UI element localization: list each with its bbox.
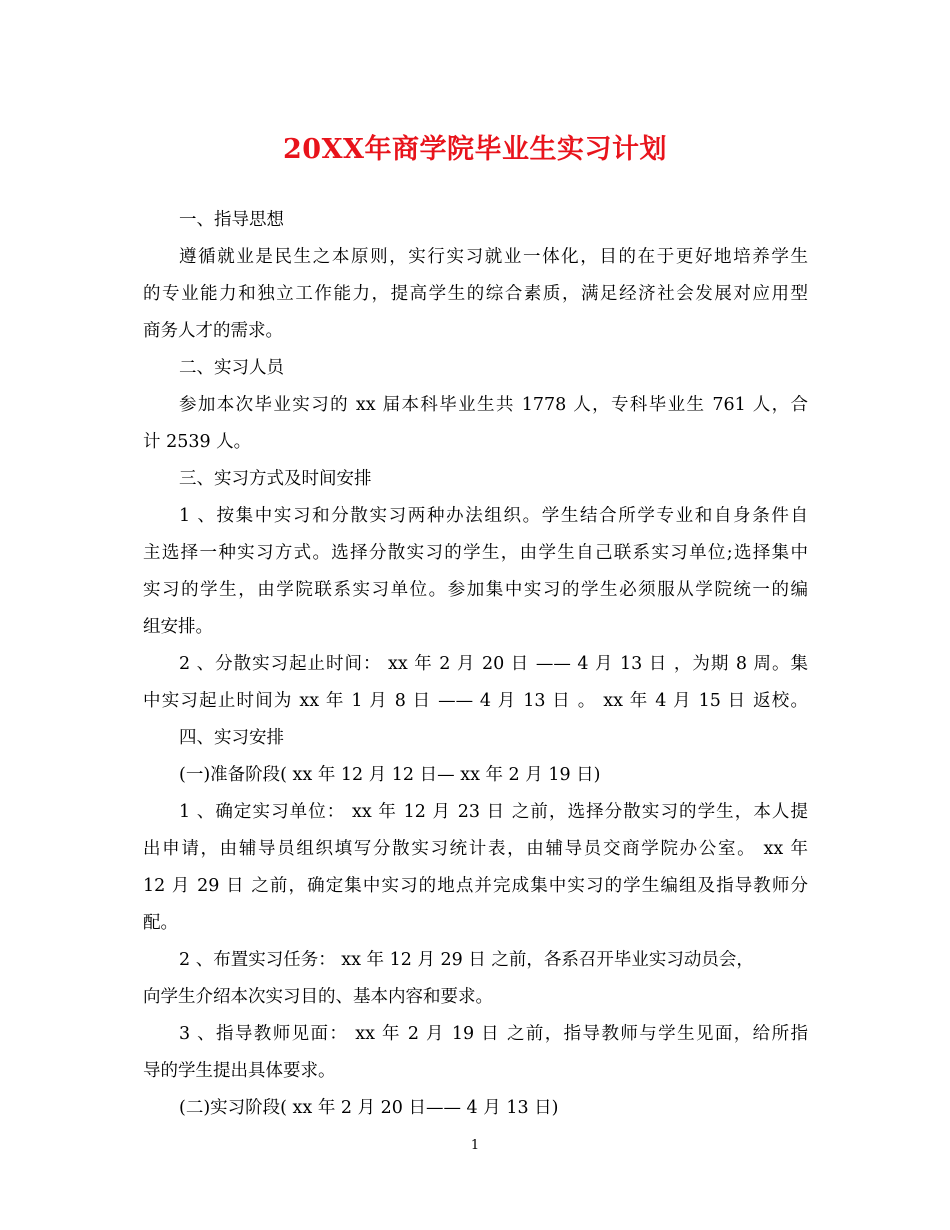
text-line: 一、指导思想: [179, 210, 284, 230]
text-line: 二、实习人员: [179, 358, 284, 378]
text-line: 1 、按集中实习和分散实习两种办法组织。学生结合所学专业和自身条件自: [179, 506, 808, 526]
text-line: 组安排。: [143, 617, 213, 637]
text-line: 主选择一种实习方式。选择分散实习的学生，由学生自己联系实习单位;选择集中: [143, 543, 808, 563]
text-line: 向学生介绍本次实习目的、基本内容和要求。: [143, 987, 493, 1007]
text-line: 12 月 29 日 之前，确定集中实习的地点并完成集中实习的学生编组及指导教师分: [143, 876, 808, 896]
text-line: (一)准备阶段( xx 年 12 月 12 日— xx 年 2 月 19 日): [179, 765, 601, 785]
text-line: 导的学生提出具体要求。: [143, 1061, 336, 1081]
text-line: (二)实习阶段( xx 年 2 月 20 日—— 4 月 13 日): [179, 1098, 559, 1118]
text-line: 中实习起止时间为 xx 年 1 月 8 日 —— 4 月 13 日 。 xx 年 4 月 15 日 返校。: [143, 691, 808, 711]
text-line: 1 、确定实习单位： xx 年 12 月 23 日 之前，选择分散实习的学生，本人提: [179, 802, 808, 822]
document-title: 20XX年商学院毕业生实习计划: [283, 134, 667, 165]
text-line: 计 2539 人。: [143, 432, 252, 452]
text-line: 的专业能力和独立工作能力，提高学生的综合素质，满足经济社会发展对应用型: [143, 284, 808, 304]
text-line: 四、实习安排: [179, 728, 284, 748]
text-line: 3 、指导教师见面： xx 年 2 月 19 日 之前，指导教师与学生见面，给所指: [179, 1024, 808, 1044]
text-line: 出申请，由辅导员组织填写分散实习统计表，由辅导员交商学院办公室。 xx 年: [143, 839, 808, 859]
document-body: [143, 202, 808, 1127]
text-line: 配。: [143, 913, 178, 933]
text-line: 2 、分散实习起止时间： xx 年 2 月 20 日 —— 4 月 13 日 ，为期 8 周。集: [179, 654, 808, 674]
text-line: 三、实习方式及时间安排: [179, 469, 372, 489]
text-line: 2 、布置实习任务： xx 年 12 月 29 日 之前，各系召开毕业实习动员会，: [179, 950, 754, 970]
page-number: 1: [470, 1138, 480, 1153]
text-line: 实习的学生，由学院联系实习单位。参加集中实习的学生必须服从学院统一的编: [143, 580, 808, 600]
text-line: 商务人才的需求。: [143, 321, 283, 341]
text-line: 遵循就业是民生之本原则，实行实习就业一体化，目的在于更好地培养学生: [179, 247, 808, 267]
text-line: 参加本次毕业实习的 xx 届本科毕业生共 1778 人，专科毕业生 761 人，合: [179, 395, 808, 415]
